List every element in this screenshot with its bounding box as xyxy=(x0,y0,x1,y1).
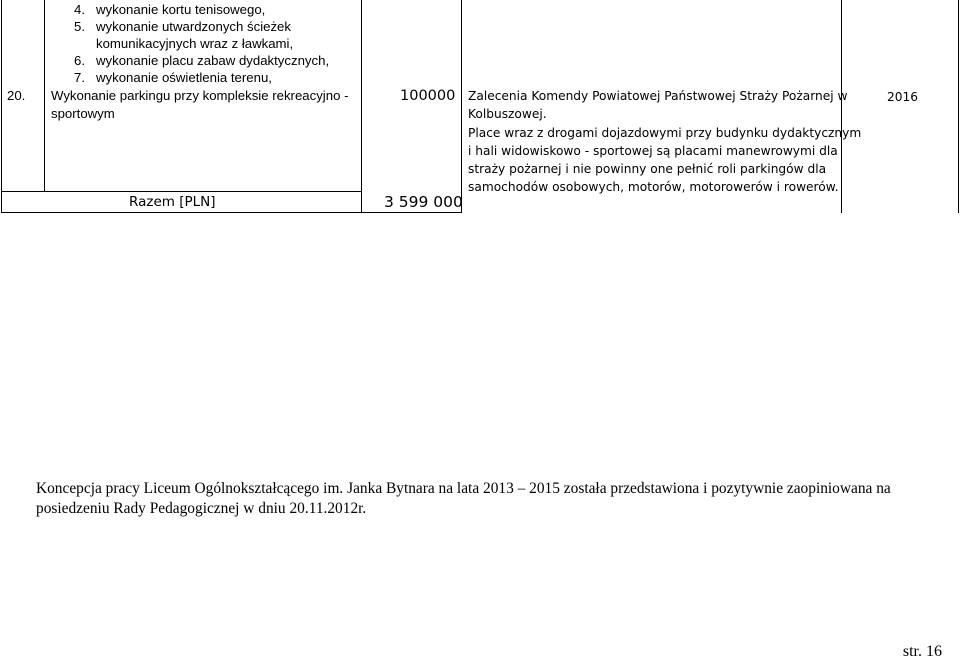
total-value: 3 599 000 xyxy=(384,193,463,211)
task-name-line1: Wykonanie parkingu przy kompleksie rekreacyjno - xyxy=(51,88,349,103)
task-name-line2: sportowym xyxy=(51,106,115,121)
col-divider-amount xyxy=(461,0,462,213)
year-value: 2016 xyxy=(887,90,919,104)
task-sublist xyxy=(69,1,329,86)
row-number: 20. xyxy=(7,88,26,103)
list-item: 5. wykonanie utwardzonych ścieżek xyxy=(74,19,291,34)
justification-text: Zalecenia Komendy Powiatowej Państwowej Straży Pożarnej w Kolbuszowej. Place wraz z drogami dojazdowymi przy budynku dydaktycznym i hali widowiskowo - sportowej są placami manewrowymi dla straży pożarnej i nie powinny one pełnić roli parkingów dla samochodów osobowych, motorów, motorowerów i rowerów. xyxy=(468,89,862,195)
amount-value: 100000 xyxy=(400,88,456,104)
list-item-continuation: komunikacyjnych wraz z ławkami, xyxy=(96,36,294,51)
col-divider-lp xyxy=(44,0,45,192)
list-item: 6. wykonanie placu zabaw dydaktycznych, xyxy=(74,53,330,68)
total-row-top-border xyxy=(1,191,362,192)
total-label: Razem [PLN] xyxy=(129,194,216,210)
list-item: 7. wykonanie oświetlenia terenu, xyxy=(74,70,272,85)
col-divider-task xyxy=(361,0,362,213)
table-border-right xyxy=(958,0,959,213)
approval-note: Koncepcja pracy Liceum Ogólnokształcącego im. Janka Bytnara na lata 2013 – 2015 została przedstawiona i pozytywnie zaopiniowana na posiedzeniu Rady Pedagogicznej w dniu 20.11.2012r. xyxy=(36,480,891,517)
list-item: 4. wykonanie kortu tenisowego, xyxy=(74,2,266,17)
table-border-left xyxy=(1,0,2,213)
page-number: str. 16 xyxy=(902,643,942,660)
investment-table xyxy=(1,0,959,213)
total-row-bottom-border xyxy=(1,212,462,213)
